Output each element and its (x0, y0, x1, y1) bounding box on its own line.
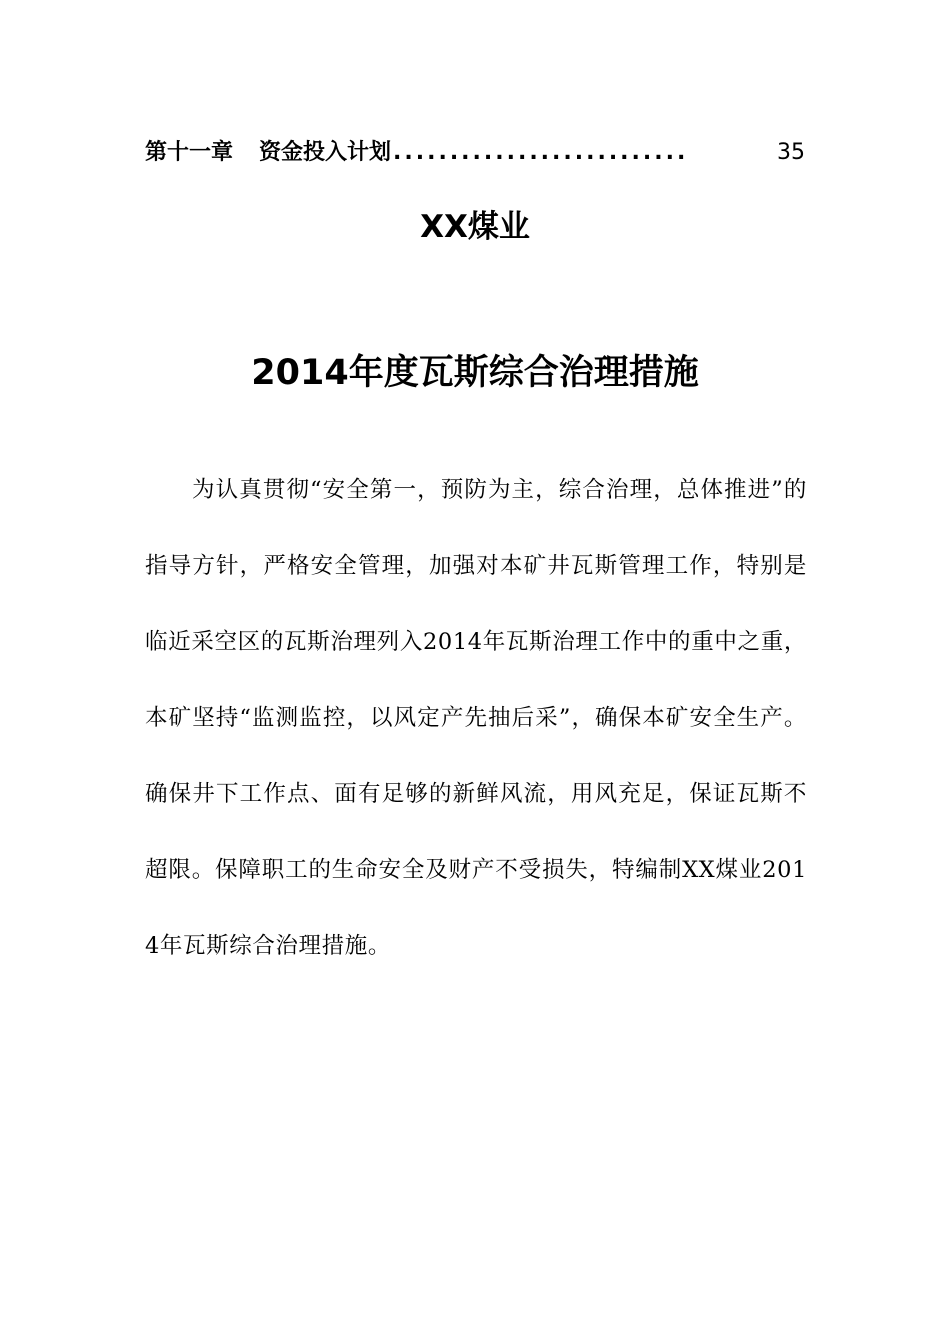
toc-page-number: 35 (777, 140, 805, 165)
toc-dot-leader: .......................... (393, 140, 689, 165)
document-title: 2014年度瓦斯综合治理措施 (251, 353, 699, 393)
toc-entry[interactable] (145, 138, 805, 168)
toc-chapter-title: 资金投入计划 (259, 140, 392, 165)
body-paragraph: 为认真贯彻“安全第一，预防为主，综合治理，总体推进”的指导方针，严格安全管理，加强对本矿井瓦斯管理工作，特别是临近采空区的瓦斯治理列入2014年瓦斯治理工作中的重中之重，本矿坚持“监测监控，以风定产先抽后采”，确保本矿安全生产。确保井下工作点、面有足够的新鲜风流，用风充足，保证瓦斯不超限。保障职工的生命安全及财产不受损失，特编制XX煤业2014年瓦斯综合治理措施。 (145, 477, 807, 959)
company-heading: XX煤业 (420, 209, 530, 245)
toc-chapter-number: 第十一章 (145, 140, 234, 165)
